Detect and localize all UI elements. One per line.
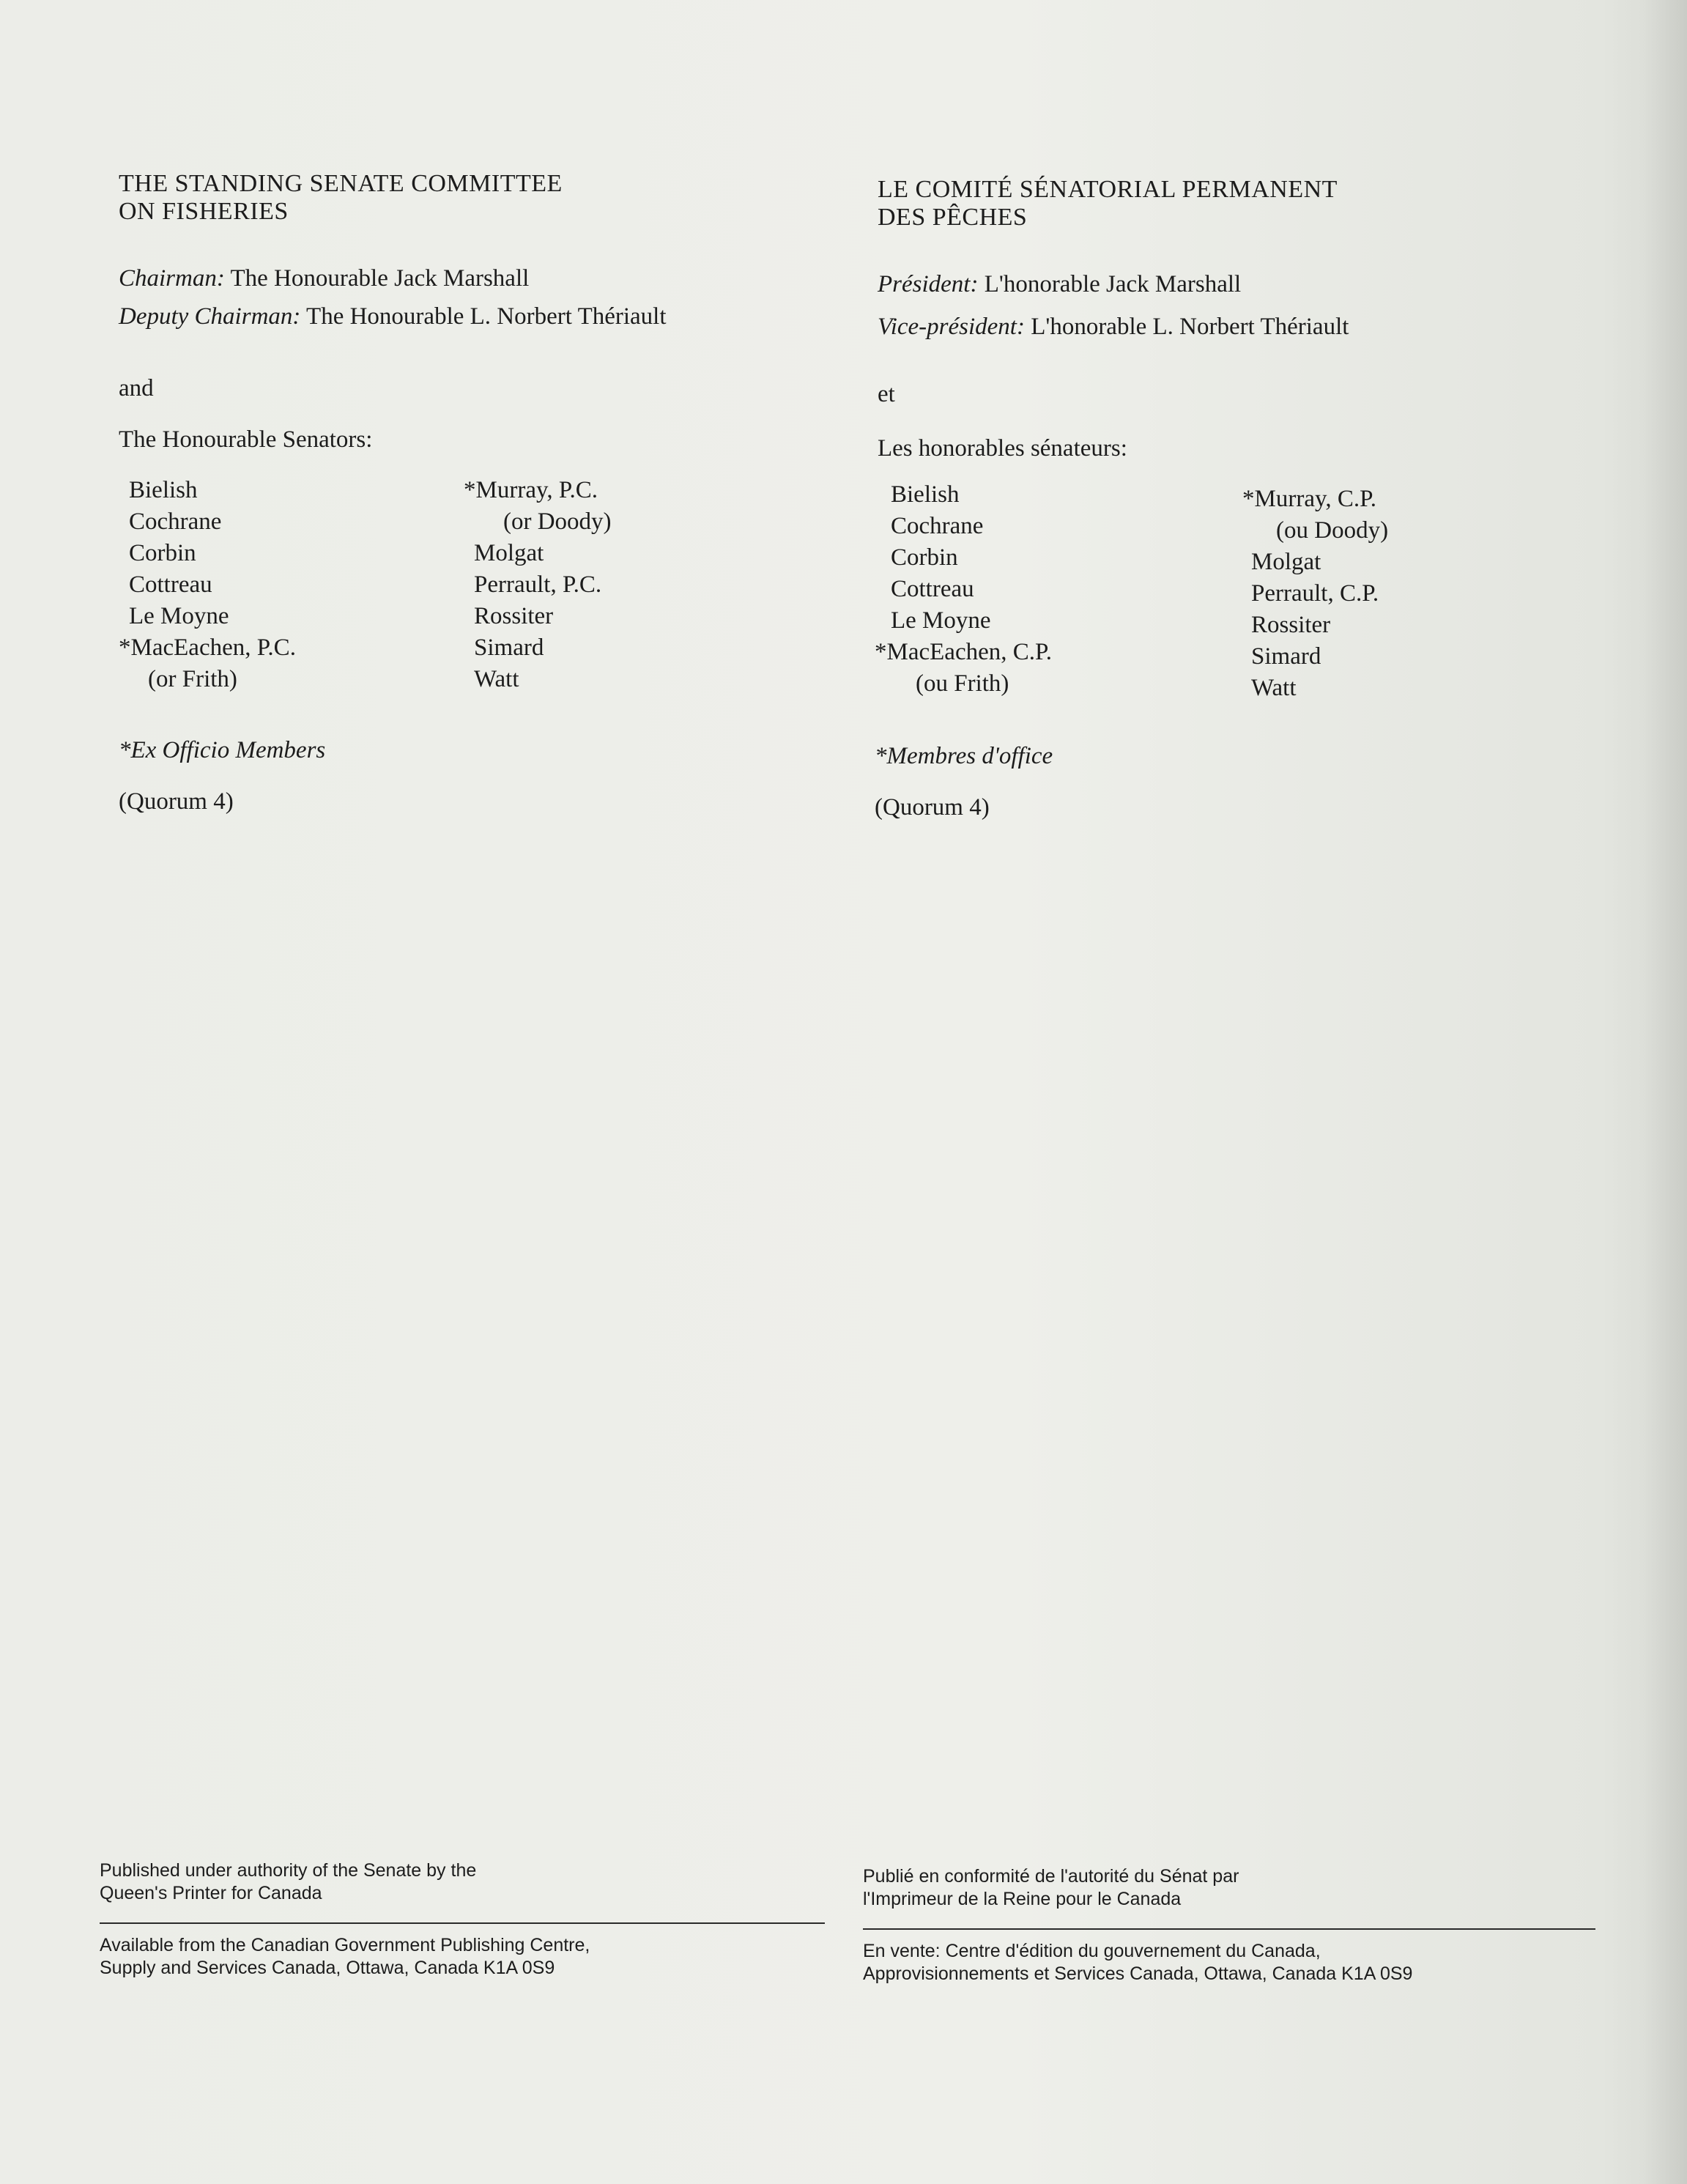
french-deputy-line xyxy=(878,311,1349,343)
member-name: Cochrane xyxy=(891,513,984,539)
published-line: Queen's Printer for Canada xyxy=(100,1883,322,1903)
member-name: Cottreau xyxy=(891,576,974,602)
member-name: Cochrane xyxy=(129,508,222,535)
english-deputy-line xyxy=(119,300,667,333)
english-quorum: (Quorum 4) xyxy=(119,788,234,815)
published-line: Published under authority of the Senate by the xyxy=(100,1860,477,1881)
english-heading-line1: THE STANDING SENATE COMMITTEE xyxy=(119,170,563,197)
french-members-left xyxy=(875,479,1052,700)
member-name: *Murray, P.C. xyxy=(464,477,598,503)
published-line: Publié en conformité de l'autorité du Sénat par xyxy=(863,1866,1239,1887)
member-name: Cottreau xyxy=(129,571,212,598)
availability-line: Approvisionnements et Services Canada, Ottawa, Canada K1A 0S9 xyxy=(863,1963,1413,1984)
member-name: Molgat xyxy=(474,540,544,566)
english-chairman-line xyxy=(119,262,529,295)
member-name: *MacEachen, C.P. xyxy=(875,639,1052,665)
chairman-label: Chairman: xyxy=(119,265,225,292)
member-name: Rossiter xyxy=(474,603,554,629)
member-name: Rossiter xyxy=(1251,612,1331,638)
deputy-label: Vice-président: xyxy=(878,314,1025,340)
availability-line: Supply and Services Canada, Ottawa, Canada K1A 0S9 xyxy=(100,1958,555,1978)
member-name: Watt xyxy=(474,666,519,692)
member-name: Bielish xyxy=(129,477,198,503)
french-quorum: (Quorum 4) xyxy=(875,794,990,821)
french-availability-note xyxy=(863,1940,1412,1985)
member-name: Simard xyxy=(1251,643,1321,670)
member-name: Corbin xyxy=(129,540,196,566)
french-footer-rule xyxy=(863,1928,1595,1930)
deputy-label: Deputy Chairman: xyxy=(119,303,301,330)
member-name: Bielish xyxy=(891,481,960,508)
availability-line: En vente: Centre d'édition du gouvernement du Canada, xyxy=(863,1941,1321,1961)
english-heading-line2: ON FISHERIES xyxy=(119,198,289,225)
member-name: Le Moyne xyxy=(891,607,991,634)
member-name: *MacEachen, P.C. xyxy=(119,634,296,661)
french-senators-intro: Les honorables sénateurs: xyxy=(878,435,1127,462)
member-alternate: (ou Frith) xyxy=(916,670,1009,697)
english-footer-rule xyxy=(100,1922,825,1924)
member-alternate: (or Doody) xyxy=(503,508,612,535)
member-name: Perrault, C.P. xyxy=(1251,580,1379,607)
french-ex-officio: *Membres d'office xyxy=(875,743,1053,769)
member-name: Molgat xyxy=(1251,549,1321,575)
member-name: Le Moyne xyxy=(129,603,229,629)
chairman-name: L'honorable Jack Marshall xyxy=(984,271,1242,297)
member-name: Corbin xyxy=(891,544,958,571)
english-senators-intro: The Honourable Senators: xyxy=(119,426,373,453)
page-edge-shadow xyxy=(1643,0,1687,2184)
english-and: and xyxy=(119,375,154,401)
english-members-right xyxy=(464,475,612,695)
french-heading-line2: DES PÊCHES xyxy=(878,204,1028,231)
english-availability-note xyxy=(100,1934,590,1980)
member-alternate: (ou Doody) xyxy=(1276,517,1389,544)
availability-line: Available from the Canadian Government Publishing Centre, xyxy=(100,1935,590,1955)
french-members-right xyxy=(1242,484,1389,704)
member-name: Perrault, P.C. xyxy=(474,571,602,598)
deputy-name: The Honourable L. Norbert Thériault xyxy=(306,303,667,330)
english-ex-officio: *Ex Officio Members xyxy=(119,737,326,763)
published-line: l'Imprimeur de la Reine pour le Canada xyxy=(863,1889,1182,1909)
member-name: Simard xyxy=(474,634,544,661)
member-name: Watt xyxy=(1251,675,1297,701)
french-chairman-line xyxy=(878,268,1241,300)
chairman-label: Président: xyxy=(878,271,979,297)
member-alternate: (or Frith) xyxy=(148,666,237,692)
english-members-left xyxy=(119,475,296,695)
chairman-name: The Honourable Jack Marshall xyxy=(230,265,530,292)
english-published-note xyxy=(100,1859,476,1905)
member-name: *Murray, C.P. xyxy=(1242,486,1377,512)
deputy-name: L'honorable L. Norbert Thériault xyxy=(1031,314,1349,340)
french-heading-line1: LE COMITÉ SÉNATORIAL PERMANENT xyxy=(878,176,1338,203)
french-published-note xyxy=(863,1865,1239,1911)
french-and: et xyxy=(878,381,895,407)
